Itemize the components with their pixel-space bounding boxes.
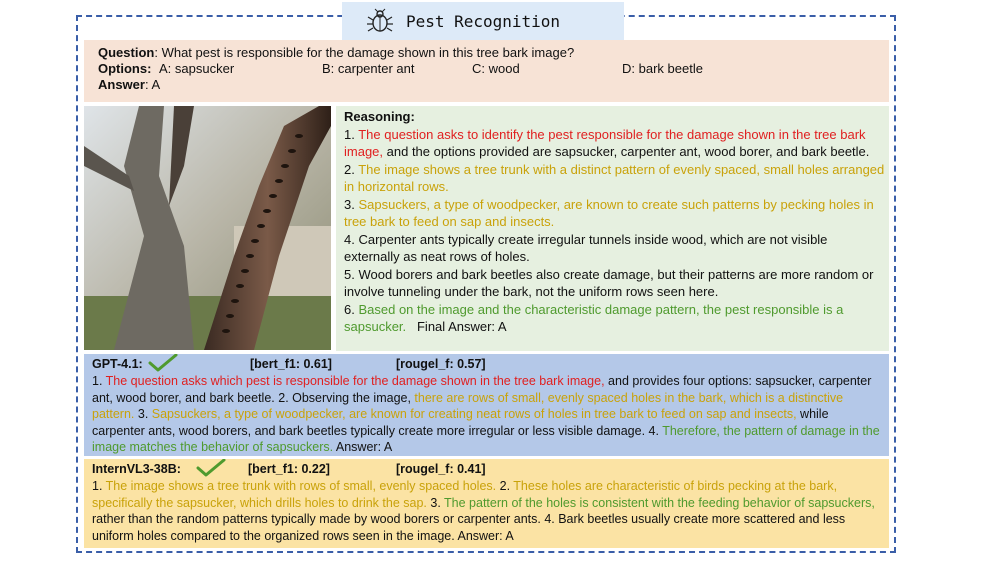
- gpt-model-name: GPT-4.1:: [92, 357, 143, 371]
- intern-header: [92, 461, 883, 478]
- gpt-rouge-score: [rougel_f: 0.57]: [396, 357, 486, 371]
- bug-icon: [366, 8, 394, 34]
- intern-response-text: 1. The image shows a tree trunk with rows of small, evenly spaced holes. 2. These holes are characteristic of birds pecking at the bark, specifically the sapsucker, which drills holes to drink the sap. 3. The pattern of the holes is consistent with the feeding behavior of sapsuckers, rather than the random patterns typically made by wood borers or carpenter ants. 4. Bark beetles usually create more scattered and less uniform holes compared to the organized rows seen in the image. Answer: A: [92, 479, 875, 543]
- intern-rouge-score: [rougel_f: 0.41]: [396, 462, 486, 476]
- options-label: Options:: [98, 61, 152, 76]
- intern-model-name: InternVL3-38B:: [92, 462, 181, 476]
- gpt-bert-score: [bert_f1: 0.61]: [250, 357, 332, 371]
- option-a: A: sapsucker: [159, 61, 235, 76]
- reasoning-box: [336, 106, 889, 351]
- reasoning-step-4: 4. Carpenter ants typically create irregular tunnels inside wood, which are not visible externally as neat rows of holes.: [344, 231, 828, 264]
- option-d: D: bark beetle: [622, 61, 703, 76]
- gpt-response-box: [84, 354, 889, 456]
- answer-text: : A: [144, 77, 161, 92]
- checkmark-icon: [196, 459, 226, 477]
- checkmark-icon: [148, 354, 178, 372]
- tree-bark-image: [84, 106, 331, 350]
- reasoning-step-5: 5. Wood borers and bark beetles also create damage, but their patterns are more random or involve tunneling under the bark, not the uniform rows seen here.: [344, 266, 874, 299]
- intern-bert-score: [bert_f1: 0.22]: [248, 462, 330, 476]
- gpt-response-text: 1. The question asks which pest is responsible for the damage shown in the tree bark image, and provides four options: sapsucker, carpenter ant, wood borer, and bark beetle. 2. Observing the image, there are rows of small, evenly spaced holes in the bark, which is a distinctive pattern. 3. Sapsuckers, a type of woodpecker, are known for creating neat rows of holes in tree bark to feed on sap and insects, while carpenter ants, wood borers, and bark beetles typically create more irregular or less visible damage. 4. Therefore, the pattern of damage in the image matches the behavior of sapsuckers. Answer: A: [92, 374, 880, 454]
- intern-response-box: [84, 459, 889, 548]
- tree-bark-photo: [84, 106, 331, 350]
- reasoning-step-1: 1. The question asks to identify the pest responsible for the damage shown in the tree bark image, and the options provided are sapsucker, carpenter ant, wood borer, and bark beetle.: [344, 126, 870, 159]
- reasoning-step-2: 2. The image shows a tree trunk with a distinct pattern of evenly spaced, small holes arranged in horizontal rows.: [344, 161, 885, 194]
- option-c: C: wood: [472, 61, 520, 76]
- gpt-header: [92, 356, 883, 373]
- question-box: [84, 40, 889, 102]
- reasoning-heading: Reasoning:: [344, 109, 415, 124]
- option-b: B: carpenter ant: [322, 61, 415, 76]
- question-text: : What pest is responsible for the damage shown in this tree bark image?: [154, 45, 575, 60]
- answer-label: Answer: [98, 77, 145, 92]
- title-banner: [342, 2, 624, 40]
- reasoning-step-3: 3. Sapsuckers, a type of woodpecker, are known to create such patterns by pecking holes in tree bark to feed on sap and insects.: [344, 196, 874, 229]
- question-label: Question: [98, 45, 155, 60]
- reasoning-step-6: 6. Based on the image and the characteristic damage pattern, the pest responsible is a sapsucker. Final Answer: A: [344, 301, 844, 334]
- page-title: Pest Recognition: [405, 11, 561, 31]
